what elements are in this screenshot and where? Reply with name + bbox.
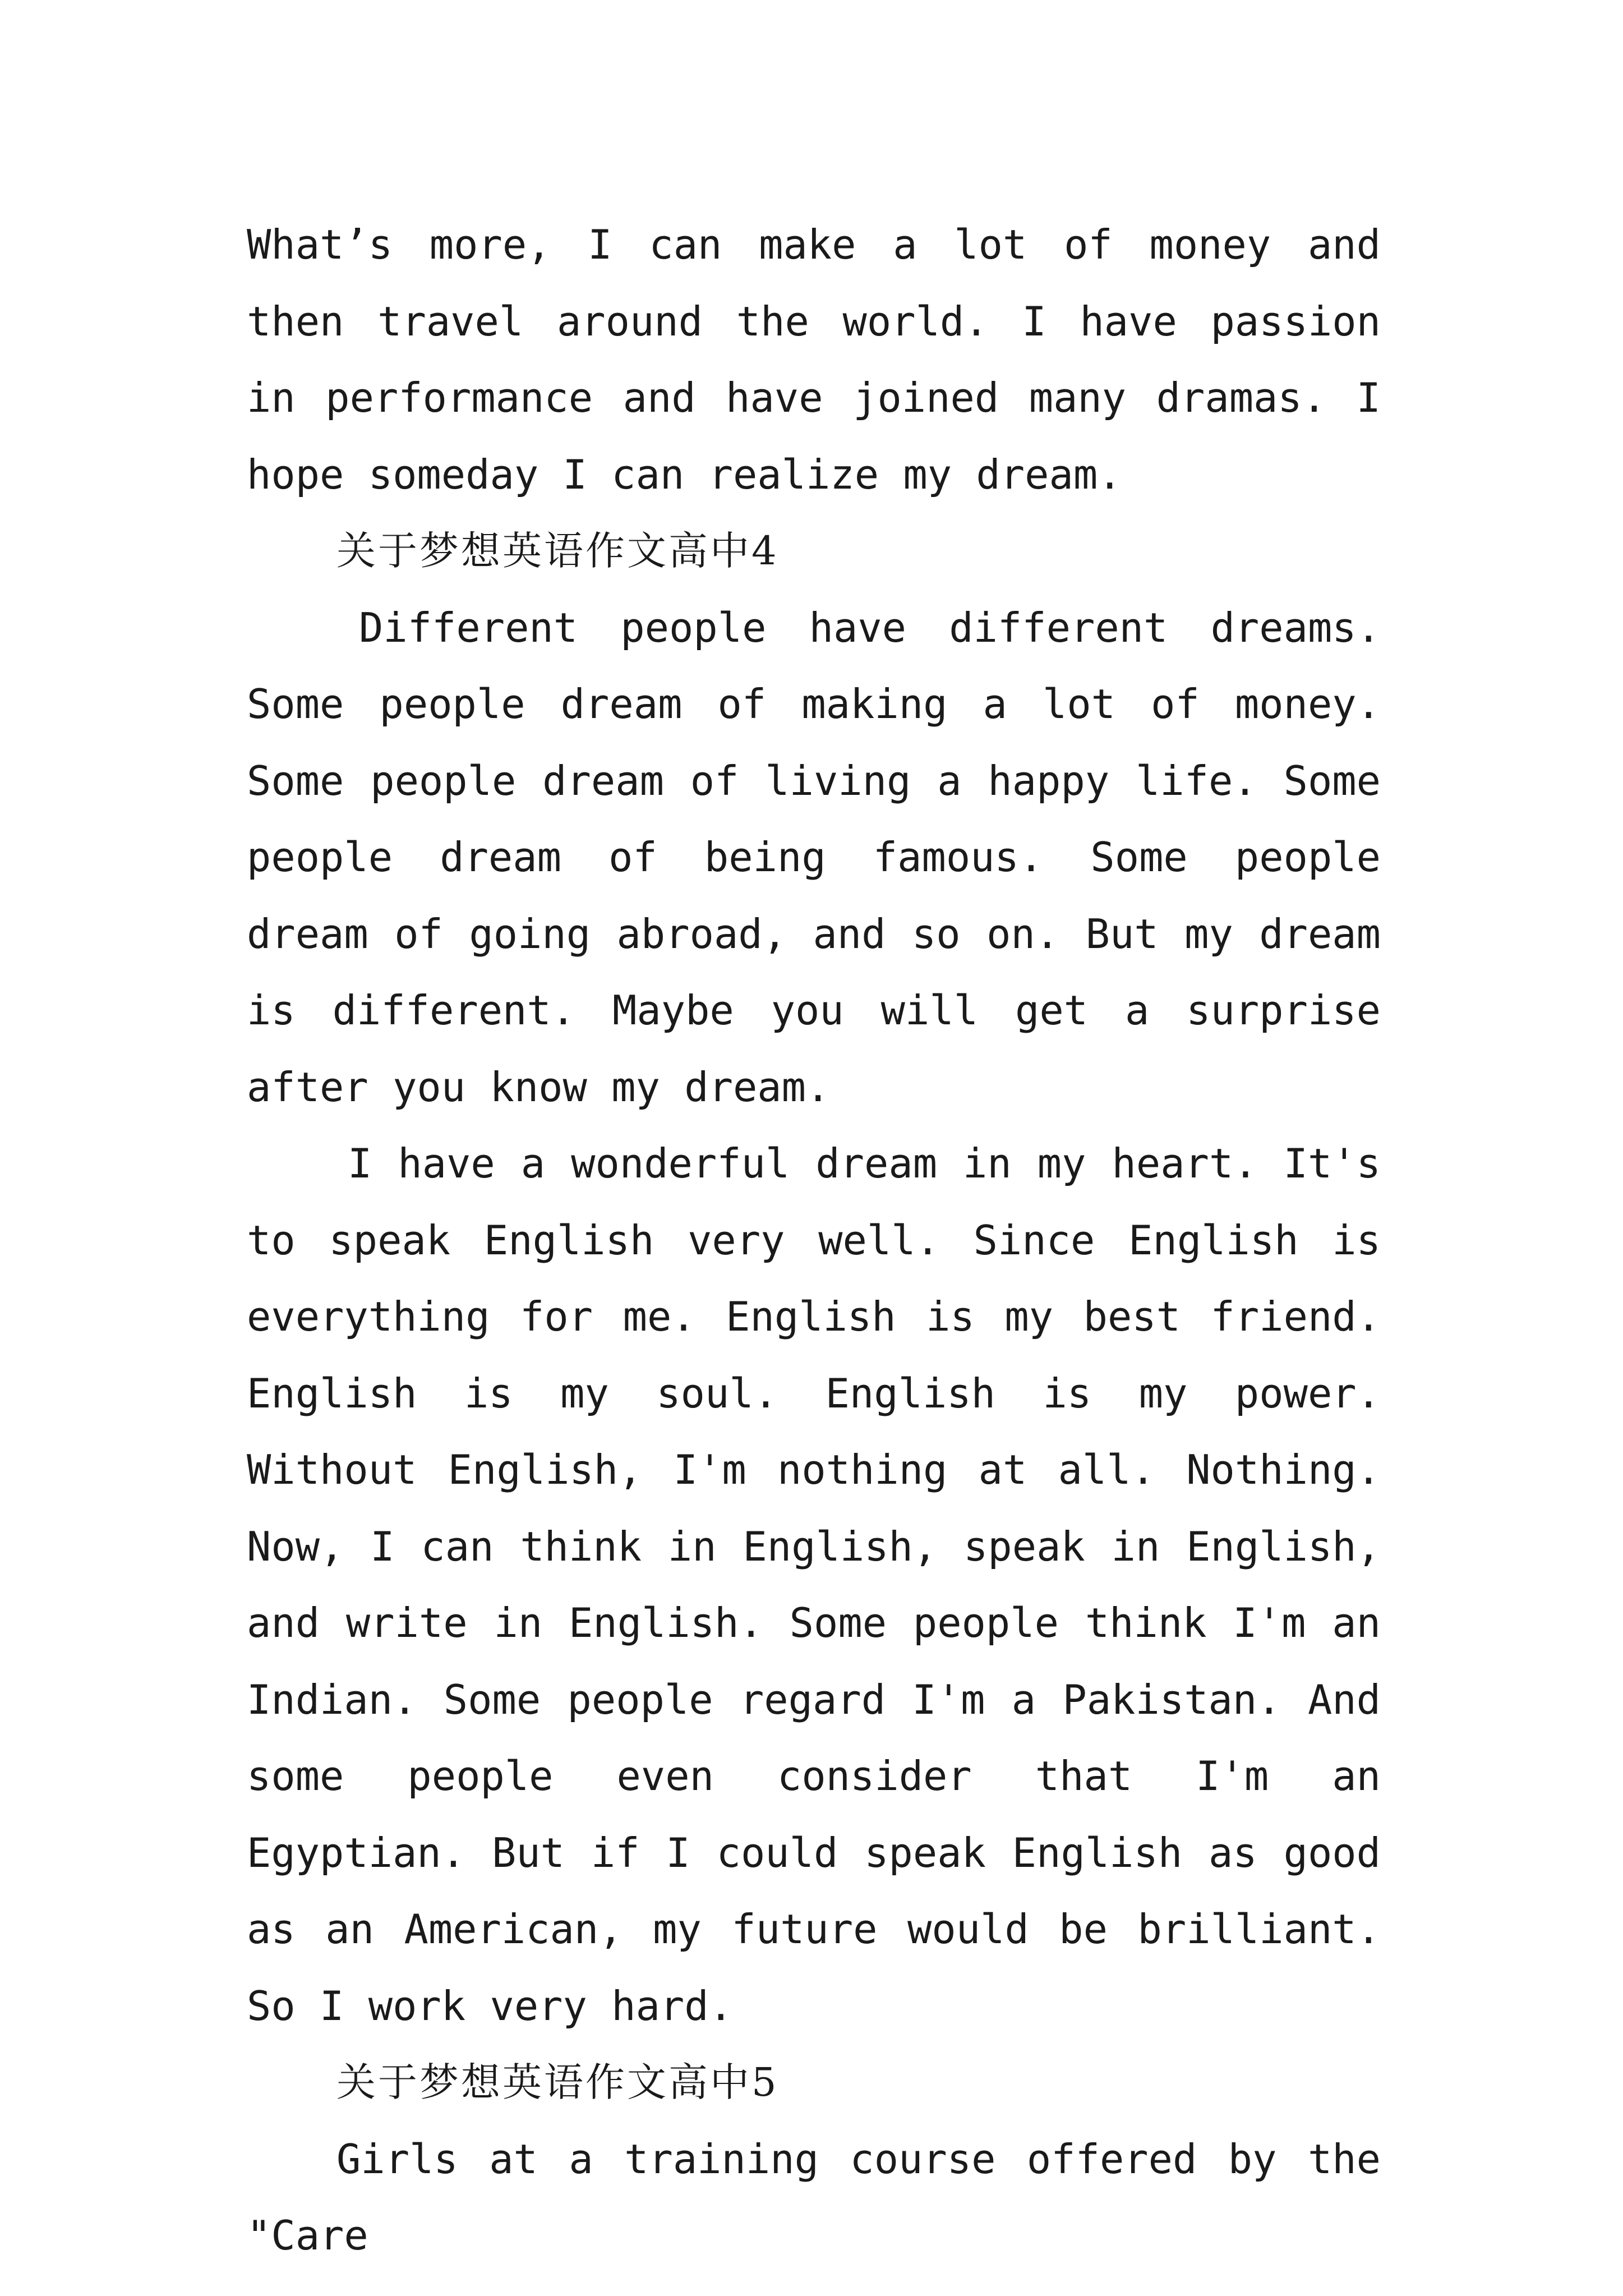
paragraph-different-dreams: Different people have different dreams. Some people dream of making a lot of money. Some people dream of living a happy life. Some people dream of being famous. Some people dream of going abroad, and so on. But my dream is different. Maybe you will get a surprise after you know my dream. <box>247 604 1381 1111</box>
section-heading-4: 关于梦想英语作文高中4 <box>336 528 779 574</box>
paragraph-english-dream: I have a wonderful dream in my heart. It's to speak English very well. Since English is everything for me. English is my best friend. English is my soul. English is my power. Without English, I'm nothing at all. Nothing. Now, I can think in English, speak in English, and write in English. Some people think I'm an Indian. Some people regard I'm a Pakistan. And some people even consider that I'm an Egyptian. But if I could speak English as good as an American, my future would be brilliant. So I work very hard. <box>247 1140 1381 2030</box>
paragraph-girls-training: Girls at a training course offered by the "Care <box>247 2135 1381 2259</box>
paragraph-continuation: What’s more, I can make a lot of money and then travel around the world. I have passion in performance and have joined many dramas. I hope someday I can realize my dream. <box>247 221 1381 498</box>
section-heading-5: 关于梦想英语作文高中5 <box>336 2059 779 2105</box>
document-body <box>247 206 1381 2274</box>
